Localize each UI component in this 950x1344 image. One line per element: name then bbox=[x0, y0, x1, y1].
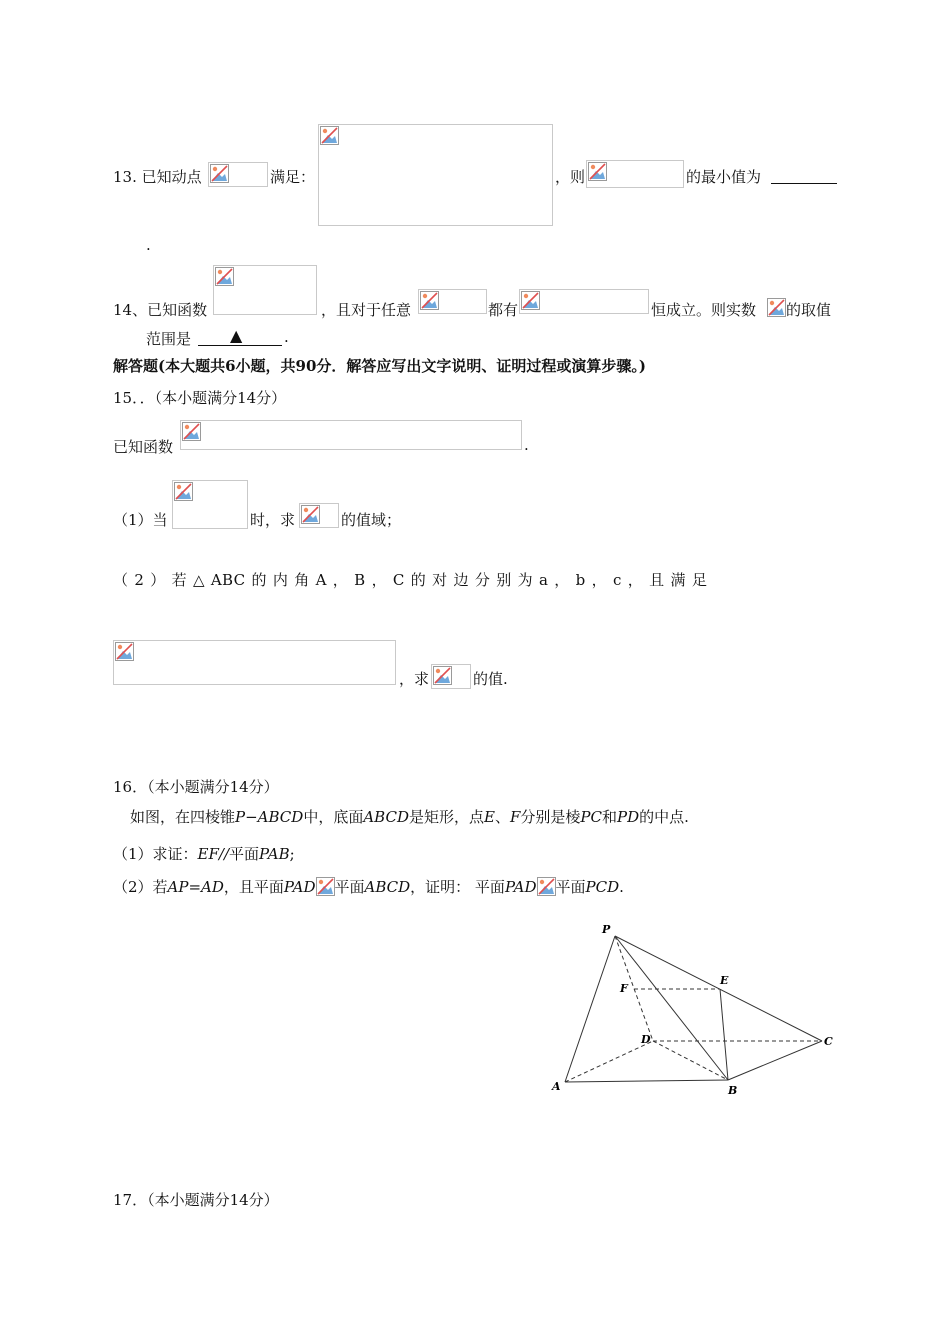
q16-l3-h: PAD bbox=[504, 878, 537, 896]
q16-l3-b: AP=AD bbox=[167, 878, 224, 896]
q16-l3-a: （2）若 bbox=[113, 878, 168, 896]
q16-line2 bbox=[113, 843, 295, 864]
q16-l1-e: 是矩形，点 bbox=[408, 808, 484, 826]
q16-l1-h: F bbox=[509, 808, 521, 826]
q15-part2-b: ，求 bbox=[399, 670, 430, 688]
q13-text-4: 的最小值为 bbox=[686, 168, 762, 186]
q16-l1-c: 中，底面 bbox=[303, 808, 364, 826]
broken-image-icon bbox=[537, 877, 556, 896]
q15-heading: 15．．（本小题满分14分） bbox=[113, 389, 287, 407]
q16-l1-g: 、 bbox=[494, 808, 510, 826]
q15-part1-c: 的值域； bbox=[341, 511, 402, 529]
q16-l1-a: 如图，在四棱锥 bbox=[130, 808, 236, 826]
edge-DB bbox=[653, 1041, 728, 1080]
q16-l3-g: ，证明： 平面 bbox=[410, 878, 505, 896]
broken-image-icon bbox=[301, 505, 320, 524]
section-heading: 解答题(本大题共6小题，共90分．解答应写出文字说明、证明过程或演算步骤。) bbox=[113, 357, 647, 375]
q15-part2-target-image bbox=[431, 664, 471, 689]
q16-l1-k: 和 bbox=[601, 808, 617, 826]
q16-l1-i: 分别是棱 bbox=[520, 808, 581, 826]
q14-text-6: 范围是 bbox=[146, 330, 192, 348]
q15-part2: （ 2 ） 若 △ ABC 的 内 角 A ， B ， C 的 对 边 分 别 为 a ， b ， c ， 且 满 足 bbox=[113, 571, 708, 589]
q15-part1-b: 时，求 bbox=[250, 511, 296, 529]
q15-part1-a: （1）当 bbox=[113, 511, 168, 529]
q14-text-1: 14、已知函数 bbox=[113, 301, 208, 319]
q16-l3-f: ABCD bbox=[364, 878, 411, 896]
label-E: E bbox=[720, 974, 729, 987]
q14-triangle-mark: ▲ bbox=[230, 326, 243, 345]
q16-l2-d: PAB bbox=[259, 845, 290, 863]
q16-l1-l: PD bbox=[617, 808, 640, 826]
q16-l2-c: 平面 bbox=[229, 845, 260, 863]
q14-function-image bbox=[213, 265, 317, 315]
q16-l1-b: P−ABCD bbox=[235, 808, 304, 826]
broken-image-icon bbox=[182, 422, 201, 441]
q14-inequality-image bbox=[519, 289, 649, 314]
broken-image-icon bbox=[588, 162, 607, 181]
q16-l2-a: （1）求证： bbox=[113, 845, 198, 863]
q13-number: 13 bbox=[113, 168, 133, 186]
q13-point-image bbox=[208, 162, 268, 187]
q16-heading: 16．（本小题满分14分） bbox=[113, 778, 279, 796]
q16-l3-k: . bbox=[619, 878, 624, 896]
q16-l1-f: E bbox=[484, 808, 495, 826]
q14-domain-image bbox=[418, 289, 487, 314]
q16-l3-e: 平面 bbox=[334, 878, 365, 896]
label-A: A bbox=[552, 1080, 561, 1093]
broken-image-icon bbox=[210, 164, 229, 183]
q15-part1-fx-image bbox=[299, 503, 339, 528]
q15-given: 已知函数 bbox=[113, 438, 174, 456]
q13-text-a bbox=[113, 166, 202, 187]
broken-image-icon bbox=[320, 126, 339, 145]
label-F: F bbox=[620, 982, 628, 995]
q15-part1-domain-image bbox=[172, 480, 248, 529]
q15-part2-condition-image bbox=[113, 640, 396, 685]
q13-text-1: . 已知动点 bbox=[132, 168, 202, 186]
q14-text-5: 的取值 bbox=[786, 301, 832, 319]
q15-given-end: . bbox=[524, 436, 529, 454]
broken-image-icon bbox=[215, 267, 234, 286]
q13-text-2: 满足： bbox=[270, 168, 316, 186]
q17-heading: 17．（本小题满分14分） bbox=[113, 1191, 279, 1209]
broken-image-icon bbox=[767, 298, 786, 317]
edge-BC bbox=[728, 1041, 822, 1080]
broken-image-icon bbox=[420, 291, 439, 310]
q14-answer-blank bbox=[198, 345, 282, 346]
q16-line1 bbox=[130, 806, 689, 827]
q16-l3-j: PCD bbox=[585, 878, 620, 896]
label-C: C bbox=[824, 1035, 833, 1048]
q16-line3 bbox=[113, 876, 624, 897]
q16-l2-e: ; bbox=[289, 845, 295, 863]
q14-text-2: ，且对于任意 bbox=[321, 301, 412, 319]
pyramid-figure bbox=[540, 915, 840, 1105]
q16-l3-c: ，且平面 bbox=[223, 878, 284, 896]
broken-image-icon bbox=[316, 877, 335, 896]
q15-function-image bbox=[180, 420, 522, 450]
q16-l2-b: EF// bbox=[197, 845, 230, 863]
q13-text-3: ，则 bbox=[555, 168, 586, 186]
edge-PB bbox=[615, 936, 728, 1080]
edge-EB bbox=[720, 989, 728, 1080]
broken-image-icon bbox=[115, 642, 134, 661]
q16-l3-d: PAD bbox=[283, 878, 316, 896]
q16-l1-j: PC bbox=[580, 808, 602, 826]
q16-l1-m: 的中点. bbox=[639, 808, 689, 826]
q16-l3-i: 平面 bbox=[555, 878, 586, 896]
edge-AB bbox=[565, 1080, 728, 1082]
edge-AD bbox=[565, 1041, 653, 1082]
q15-part2-c: 的值. bbox=[473, 670, 508, 688]
label-B: B bbox=[728, 1084, 738, 1097]
broken-image-icon bbox=[521, 291, 540, 310]
q14-text-7: . bbox=[284, 328, 289, 346]
label-D: D bbox=[641, 1033, 651, 1046]
q13-expression-image bbox=[586, 160, 684, 188]
q14-text-3: 都有 bbox=[488, 301, 519, 319]
q13-answer-blank bbox=[771, 183, 837, 184]
broken-image-icon bbox=[174, 482, 193, 501]
q16-l1-d: ABCD bbox=[363, 808, 409, 826]
label-P: P bbox=[602, 923, 611, 936]
broken-image-icon bbox=[433, 666, 452, 685]
q13-text-5: . bbox=[146, 236, 151, 254]
q13-constraint-image bbox=[318, 124, 553, 226]
q14-text-4: 恒成立。则实数 bbox=[651, 301, 757, 319]
edge-PA bbox=[565, 936, 615, 1082]
